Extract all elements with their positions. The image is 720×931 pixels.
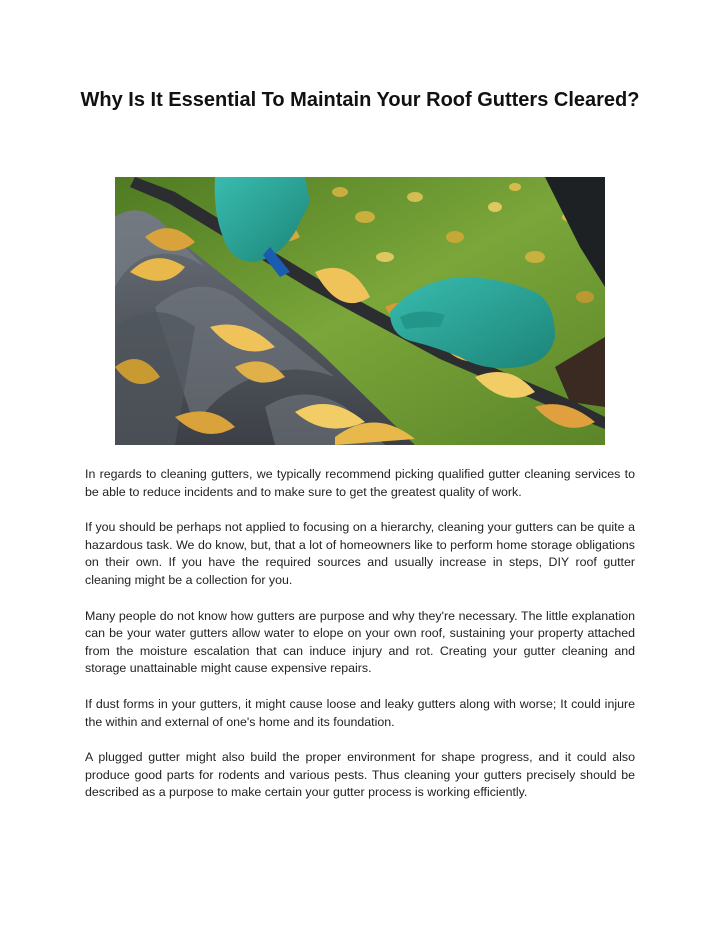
paragraph: If dust forms in your gutters, it might cause loose and leaky gutters along with worse; It could injure the within and external of one's home and its foundation. [85,696,635,729]
page-title: Why Is It Essential To Maintain Your Roof Gutters Cleared? [80,89,640,111]
paragraph: In regards to cleaning gutters, we typically recommend picking qualified gutter cleaning services to be able to reduce incidents and to make sure to get the greatest quality of work. [85,467,635,499]
paragraph: A plugged gutter might also build the proper environment for shape progress, and it could also produce good parts for rodents and various pests. Thus cleaning your gutters precisely should be described as a purpose to make certain your gutter process is working efficiently. [85,750,635,800]
article-body [85,466,635,820]
gutter-cleaning-photo [115,177,605,445]
paragraph: Many people do not know how gutters are purpose and why they're necessary. The little explanation can be your water gutters allow water to elope on your own roof, sustaining your property attached from the moisture escalation that can induce injury and rot. Creating your gutter cleaning and storage unattainable might cause expensive repairs. [85,608,635,676]
photo-illustration [115,177,605,445]
paragraph: If you should be perhaps not applied to focusing on a hierarchy, cleaning your gutters can be quite a hazardous task. We do know, but, that a lot of homeowners like to perform home storage obligations on their own. If you have the required sources and usually increase in steps, DIY roof gutter cleaning might be a collection for you. [85,520,635,587]
